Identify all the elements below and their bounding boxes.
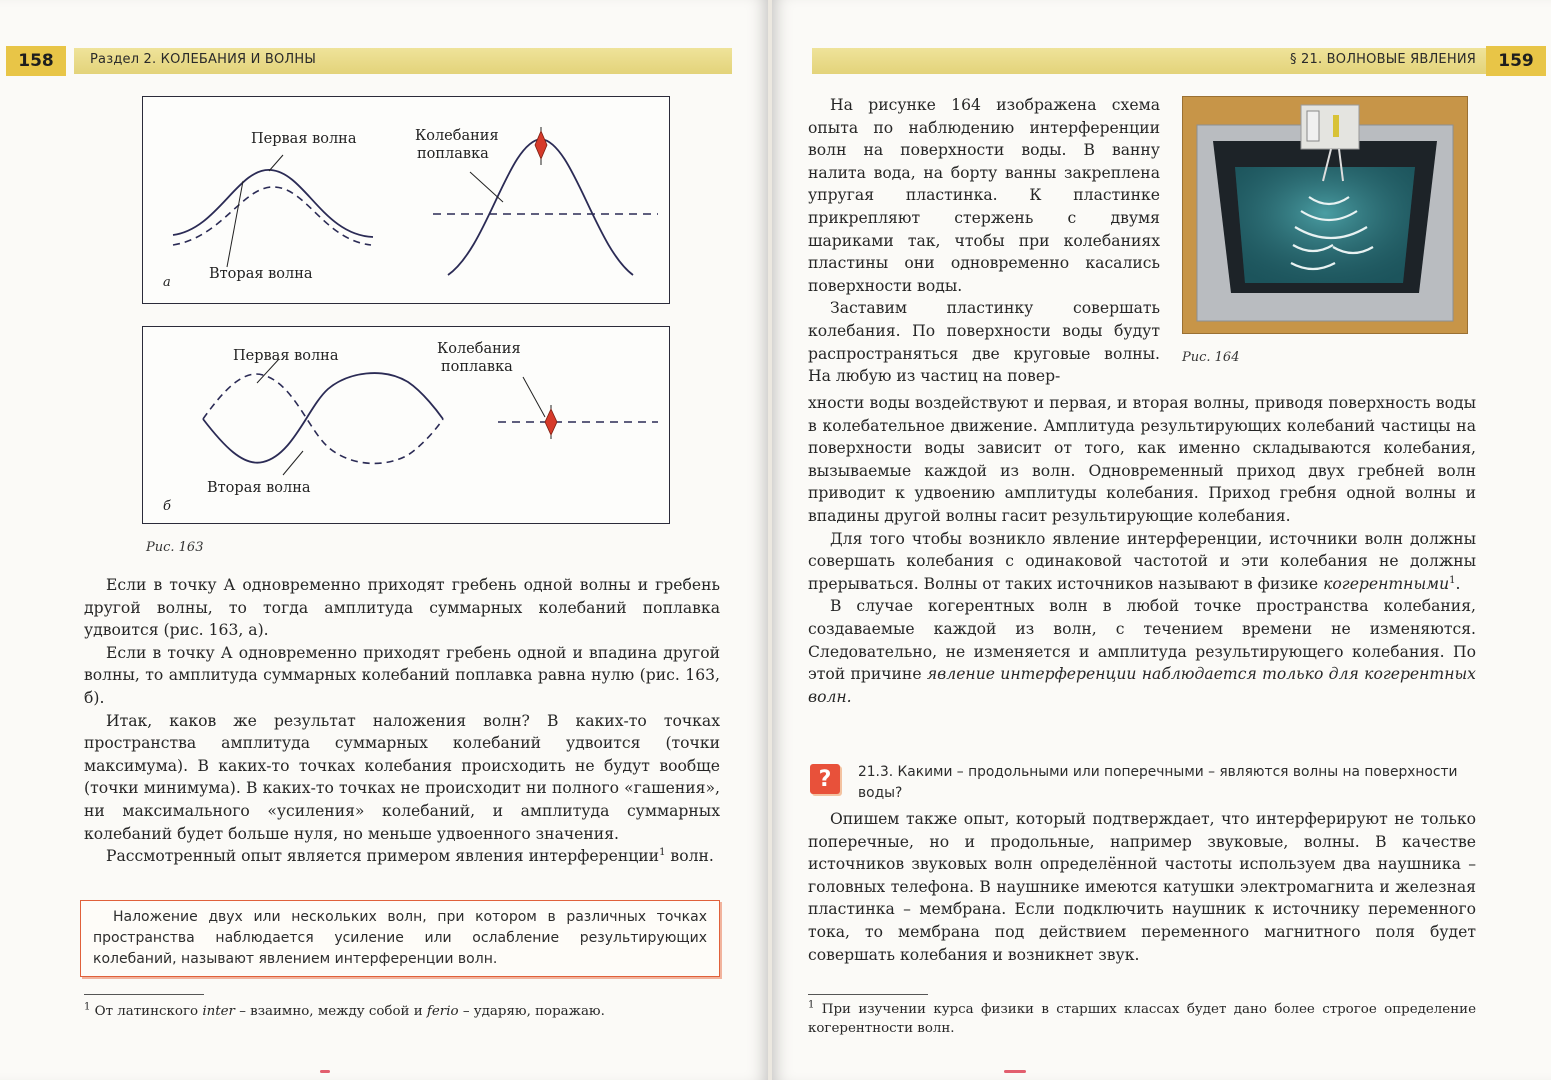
right-paragraph-2-cont: хности воды воздействуют и первая, и вторая волны, приводя поверхность воды в колебательное движение. Амплитуда результирующих колебаний частицы на поверхности воды зависит от того, как именно складываются колебания, вызываемые каждой из волн. Одновременный приход двух гребней волн приводит к удвоению амплитуды колебания. Приход гребня одной волны и впадины другой волны гасит результирующие колебания.: [808, 394, 1476, 525]
fig-a-letter: а: [163, 275, 171, 290]
question-icon: ?: [810, 764, 840, 794]
bath-illustration: [1183, 97, 1467, 333]
left-footnote-ferio: ferio: [426, 1004, 459, 1019]
left-page: [0, 0, 768, 1080]
figure-164-photo: [1182, 96, 1468, 334]
left-paragraph-4-tail: волн.: [670, 847, 714, 866]
right-footnote: [808, 1000, 1476, 1038]
right-paragraph-2: Заставим пластинку совершать колебания. По поверхности воды будут распространяться две круговые волны. На любую из частиц на повер-: [808, 299, 1160, 386]
left-footnote: [84, 1002, 724, 1021]
left-paragraph-1: Если в точку А одновременно приходят гребень одной волны и гребень другой волны, то тогда амплитуда суммарных колебаний поплавка удвоится (рис. 163, а).: [84, 576, 720, 640]
right-paragraph-3: Для того чтобы возникло явление интерференции, источники волн должны совершать колебания с одинаковой частотой и эти колебания не должны прерываться. Волны от таких источников называют в физике когерентными$^1$.: [808, 529, 1476, 593]
left-paragraph-2: Если в точку А одновременно приходят гребень одной и впадина другой волны, то амплитуда суммарных колебаний поплавка равна нулю (рис. 163, б).: [84, 643, 720, 707]
fig-a-second-wave-label: Вторая волна: [209, 266, 313, 282]
fig-b-letter: б: [163, 499, 171, 514]
right-paragraph-3-text: Для того чтобы возникло явление интерференции, источники волн должны совершать колебания с одинаковой частотой и эти колебания не должны прерываться. Волны от таких источников называют в физике: [808, 529, 1476, 593]
fig-b-first-wave-label: Первая волна: [233, 348, 339, 364]
right-page-number: 159: [1486, 46, 1546, 76]
left-footnote-mark: 1: [84, 1001, 91, 1013]
fig-a-float-label-1: Колебания: [415, 128, 499, 144]
right-paragraph-4: [808, 595, 1476, 708]
right-paragraph-5: Опишем также опыт, который подтверждает, что интерферируют не только поперечные, но и продольные, например звуковые, волны. В качестве источников звуковых волн определённой частоты используем два наушника – головных телефона. В наушнике имеются катушки электромагнита и железная пластинка – мембрана. Если подключить наушник к источнику переменного тока, то мембрана под действием переменного магнитного поля будет совершать колебания и возникнет звук.: [808, 810, 1476, 964]
right-bottom-mark: [1004, 1070, 1026, 1073]
left-footnote-rule: [84, 994, 204, 995]
right-paragraph-4-italic: явление интерференции наблюдается только для когерентных волн.: [808, 665, 1476, 706]
fig-a-float-label-2: поплавка: [417, 146, 489, 162]
left-paragraph-4: [84, 845, 720, 868]
left-paragraph-3: Итак, каков же результат наложения волн? В каких-то точках пространства амплитуда суммарных колебаний удвоится (точки максимума). В каких-то точках колебания происходить не будут вообще (точки минимума). В каких-то точках не происходит ни полного «гашения», ни максимального «усиления» колебаний, и амплитуда суммарных колебаний будет больше нуля, но меньше удвоенного значения.: [84, 711, 720, 843]
right-paragraph-4-text: В случае когерентных волн в любой точке пространства колебания, создаваемые каждой из волн, с течением времени не изменяются. Следовательно, не изменяется и амплитуда результирующего колебания. По этой причине: [808, 597, 1476, 684]
definition-text: Наложение двух или нескольких волн, при котором в различных точках пространства наблюдается усиление или ослабление результирующих колебаний, называют явлением интерференции волн.: [93, 909, 707, 967]
figure-163-caption: Рис. 163: [146, 540, 204, 555]
left-page-number: 158: [6, 46, 66, 76]
right-footnote-text: При изучении курса физики в старших классах будет дано более строгое определение когерентности волн.: [808, 1002, 1476, 1036]
coherent-term: когерентными: [1323, 574, 1450, 593]
right-footnote-mark: 1: [808, 999, 815, 1011]
fig-b-float-label-1: Колебания: [437, 341, 521, 357]
footnote-ref-right: 1: [1449, 574, 1456, 586]
left-body-text: [84, 574, 720, 868]
definition-box: [80, 900, 720, 977]
right-footnote-rule: [808, 994, 928, 995]
question-21-3: 21.3. Какими – продольными или поперечными – являются волны на поверхности воды?: [858, 764, 1458, 801]
right-wide-text: [808, 392, 1476, 708]
left-header-title: Раздел 2. КОЛЕБАНИЯ И ВОЛНЫ: [90, 52, 317, 67]
left-footnote-inter: inter: [202, 1004, 235, 1019]
right-narrow-text: [808, 94, 1160, 388]
left-paragraph-4-text: Рассмотренный опыт является примером явления интерференции: [106, 847, 660, 866]
left-footnote-text-a: От латинского: [94, 1004, 199, 1019]
figure-163b: [142, 326, 670, 524]
fig-a-first-wave-label: Первая волна: [251, 131, 357, 147]
left-bottom-mark: [320, 1070, 330, 1073]
footnote-ref-1: 1: [659, 846, 666, 858]
right-paragraph-1: На рисунке 164 изображена схема опыта по наблюдению интерференции волн на поверхности воды. В ванну налита вода, на борту ванны закреплена упругая пластинка. К пластинке прикрепляют стержень с двумя шариками так, чтобы при колебаниях пластины они одновременно касались поверхности воды.: [808, 96, 1160, 295]
figure-164-caption: Рис. 164: [1182, 350, 1240, 365]
left-footnote-text-b: – взаимно, между собой и: [239, 1004, 423, 1019]
fig-b-float-label-2: поплавка: [441, 359, 513, 375]
fig-b-second-wave-label: Вторая волна: [207, 480, 311, 496]
figure-163a: [142, 96, 670, 304]
left-footnote-text-c: – ударяю, поражаю.: [462, 1004, 605, 1019]
right-header-title: § 21. ВОЛНОВЫЕ ЯВЛЕНИЯ: [1290, 52, 1476, 67]
right-bottom-text: [808, 808, 1476, 966]
